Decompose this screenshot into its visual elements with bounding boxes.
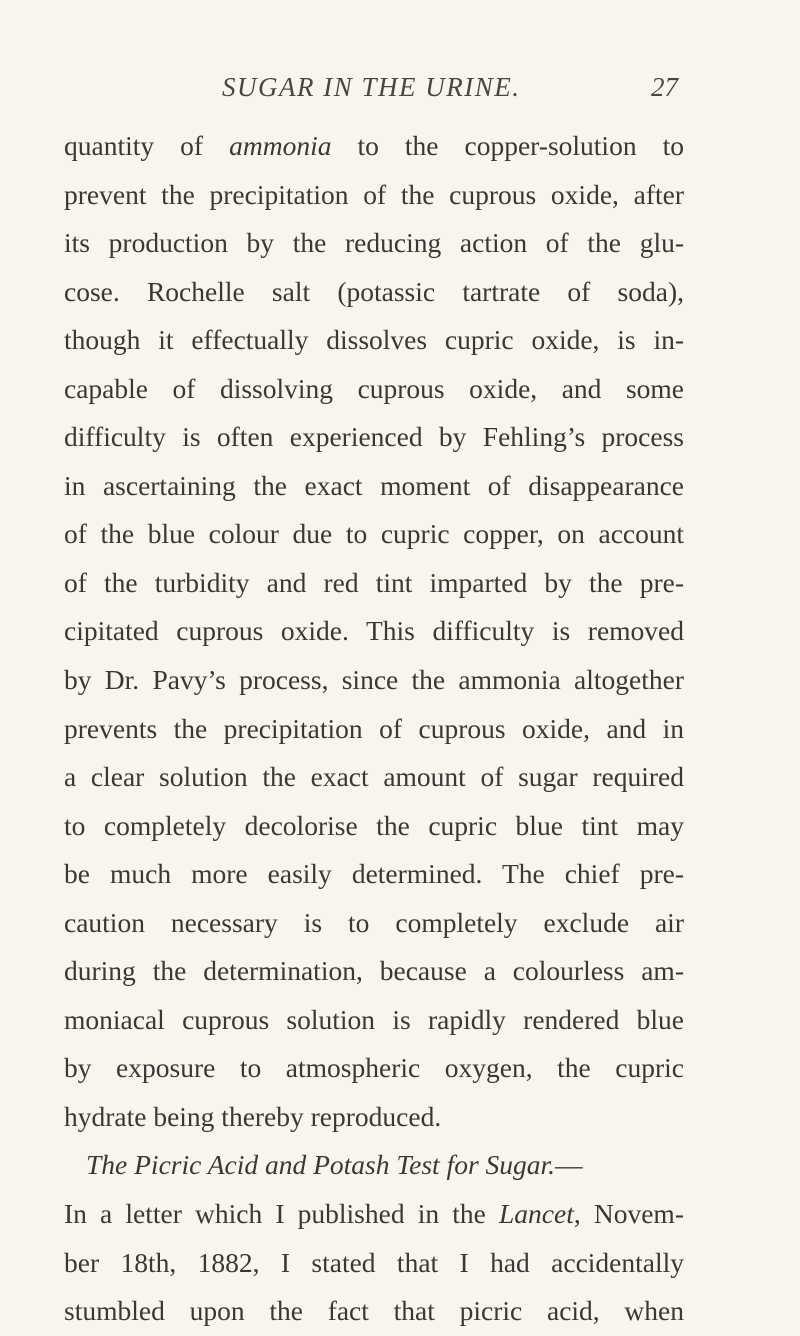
text-line: prevents the precipitation of cuprous oxide, and in	[64, 712, 684, 744]
text-line: be much more easily determined. The chief pre-	[64, 858, 684, 890]
page-number: 27	[651, 72, 678, 102]
text-line: caution necessary is to completely exclude air	[64, 906, 684, 938]
text-line: quantity of ammonia to the copper-solution to	[64, 130, 684, 161]
text-line: prevent the precipitation of the cuprous oxide, after	[64, 178, 684, 210]
text-line: in ascertaining the exact moment of disappearance	[64, 469, 684, 501]
text-line: during the determination, because a colourless am-	[64, 955, 684, 987]
running-title: SUGAR IN THE URINE.	[222, 72, 521, 102]
text-line: by Dr. Pavy’s process, since the ammonia altogether	[64, 664, 684, 696]
text-line: of the turbidity and red tint imparted by the pre-	[64, 566, 684, 598]
text-line: hydrate being thereby reproduced.	[64, 1100, 442, 1132]
text-line: though it effectually dissolves cupric oxide, is in-	[64, 324, 684, 356]
text-line: stumbled upon the fact that picric acid, when	[64, 1295, 684, 1327]
text-line: ber 18th, 1882, I stated that I had accidentally	[64, 1246, 684, 1278]
text-line: moniacal cuprous solution is rapidly rendered blue	[64, 1003, 684, 1035]
text-line: to completely decolorise the cupric blue tint may	[64, 809, 684, 841]
text-line: cipitated cuprous oxide. This difficulty is removed	[64, 615, 684, 647]
text-line: difficulty is often experienced by Fehling’s process	[64, 421, 684, 453]
journal-title: Lancet	[499, 1198, 574, 1230]
section-heading: The Picric Acid and Potash Test for Sugar.	[86, 1149, 556, 1181]
page-header	[0, 72, 800, 112]
text-line: its production by the reducing action of the glu-	[64, 227, 684, 259]
text-line: by exposure to atmospheric oxygen, the cupric	[64, 1052, 684, 1084]
text-line: of the blue colour due to cupric copper, on account	[64, 518, 684, 550]
section-heading-line: The Picric Acid and Potash Test for Sugar.—	[86, 1149, 583, 1181]
body-text	[64, 122, 684, 1336]
text-line: a clear solution the exact amount of sugar required	[64, 761, 684, 793]
text-line: cose. Rochelle salt (potassic tartrate of soda),	[64, 275, 684, 307]
text-line: capable of dissolving cuprous oxide, and some	[64, 372, 684, 404]
text-line: In a letter which I published in the Lancet, Novem-	[64, 1198, 684, 1230]
